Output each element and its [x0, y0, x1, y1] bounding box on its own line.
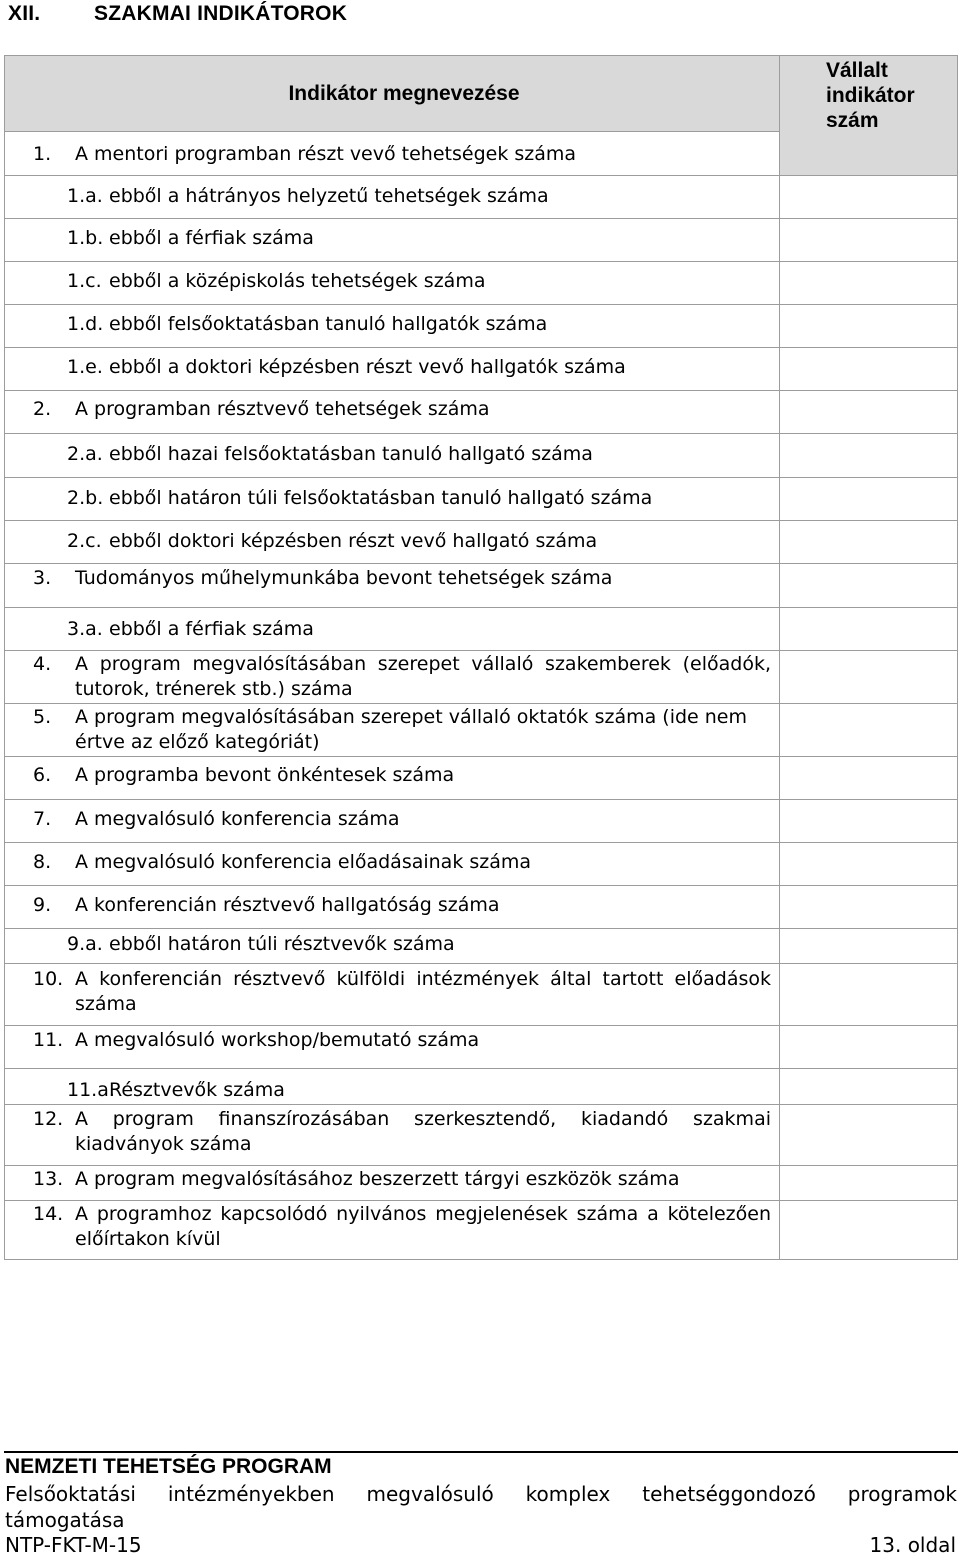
- table-row: [5, 843, 958, 886]
- indicator-name-cell: [5, 219, 780, 262]
- indicator-number: 13.: [33, 1168, 64, 1190]
- table-row: [5, 1166, 958, 1201]
- indicator-number: 12.: [33, 1108, 64, 1130]
- header-indicator-name: Indikátor megnevezése: [5, 56, 780, 132]
- indicator-name-cell: [5, 132, 780, 176]
- indicator-name-cell: [5, 564, 780, 608]
- section-number: XII.: [8, 2, 41, 25]
- indicator-number: 1.d.: [67, 313, 104, 335]
- indicator-name-cell: [5, 843, 780, 886]
- indicator-name-cell: [5, 1201, 780, 1260]
- table-row: [5, 757, 958, 800]
- indicator-number: 3.a.: [67, 618, 103, 640]
- indicator-name-cell: [5, 1166, 780, 1201]
- indicator-text: A program finanszírozásában szerkesztendő, kiadandó szakmai kiadványok száma: [75, 1108, 771, 1155]
- indicator-text: A megvalósuló workshop/bemutató száma: [75, 1029, 480, 1051]
- indicator-text: ebből felsőoktatásban tanuló hallgatók száma: [109, 313, 548, 335]
- table-row: [5, 521, 958, 564]
- indicator-name-cell: [5, 651, 780, 704]
- indicator-name-cell: [5, 391, 780, 434]
- section-title: SZAKMAI INDIKÁTOROK: [94, 2, 348, 25]
- indicator-name-cell: [5, 1105, 780, 1166]
- indicator-text: ebből a középiskolás tehetségek száma: [109, 270, 486, 292]
- indicator-number: 4.: [33, 653, 52, 675]
- indicator-number: 7.: [33, 808, 52, 830]
- indicator-number: 1.b.: [67, 227, 104, 249]
- indicator-name-cell: [5, 800, 780, 843]
- table-row: [5, 1026, 958, 1069]
- committed-value-cell[interactable]: [780, 757, 958, 800]
- indicator-name-cell: [5, 305, 780, 348]
- indicator-text: ebből a férfiak száma: [109, 618, 314, 640]
- indicator-item: [5, 442, 771, 467]
- indicator-text: A program megvalósításához beszerzett tárgyi eszközök száma: [75, 1168, 680, 1190]
- footer-page-number: 13. oldal: [869, 1533, 956, 1557]
- indicator-name-cell: [5, 176, 780, 219]
- indicator-text: ebből határon túli résztvevők száma: [109, 933, 455, 955]
- indicator-item: [5, 893, 771, 918]
- indicator-name-cell: [5, 964, 780, 1026]
- footer-program-title: NEMZETI TEHETSÉG PROGRAM: [5, 1455, 332, 1478]
- indicator-text: A programhoz kapcsolódó nyilvános megjelenések száma a kötelezően előírtakon kívül: [75, 1203, 771, 1250]
- committed-value-cell[interactable]: [780, 704, 958, 757]
- indicator-text: A megvalósuló konferencia száma: [75, 808, 400, 830]
- committed-value-cell[interactable]: [780, 1026, 958, 1069]
- table-row: [5, 800, 958, 843]
- indicator-name-cell: [5, 262, 780, 305]
- indicator-number: 9.: [33, 894, 52, 916]
- table-row: [5, 176, 958, 219]
- committed-value-cell[interactable]: [780, 391, 958, 434]
- indicator-name-cell: [5, 929, 780, 964]
- committed-value-cell[interactable]: [780, 1201, 958, 1260]
- indicator-text: A mentori programban részt vevő tehetségek száma: [75, 143, 577, 165]
- committed-value-cell[interactable]: [780, 176, 958, 219]
- indicator-text: A konferencián résztvevő külföldi intézmények által tartott előadások száma: [75, 968, 771, 1015]
- indicator-name-cell: [5, 757, 780, 800]
- table-row: [5, 651, 958, 704]
- indicator-item: [5, 705, 771, 755]
- table-row: [5, 608, 958, 651]
- indicator-item: [5, 763, 771, 788]
- indicator-number: 1.c.: [67, 270, 102, 292]
- indicator-text: ebből a hátrányos helyzetű tehetségek száma: [109, 185, 549, 207]
- indicator-text: A programban résztvevő tehetségek száma: [75, 398, 490, 420]
- committed-value-cell[interactable]: [780, 1166, 958, 1201]
- indicator-text: ebből hazai felsőoktatásban tanuló hallgató száma: [109, 443, 593, 465]
- indicator-item: [5, 967, 771, 1017]
- footer-description: Felsőoktatási intézményekben megvalósuló komplex tehetséggondozó programok: [5, 1482, 957, 1506]
- indicator-item: [5, 312, 771, 337]
- indicator-table: [4, 55, 958, 1260]
- indicator-name-cell: [5, 348, 780, 391]
- table-row: [5, 391, 958, 434]
- indicator-item: [5, 486, 771, 511]
- table-row: [5, 1069, 958, 1105]
- table-header-row: [5, 56, 958, 132]
- committed-value-cell[interactable]: [780, 608, 958, 651]
- indicator-text: A programba bevont önkéntesek száma: [75, 764, 455, 786]
- indicator-item: [5, 1078, 771, 1103]
- indicator-text: Résztvevők száma: [109, 1079, 285, 1101]
- committed-value-cell[interactable]: [780, 1105, 958, 1166]
- indicator-item: [5, 617, 771, 642]
- indicator-name-cell: [5, 886, 780, 929]
- table-row: [5, 704, 958, 757]
- indicator-number: 2.c.: [67, 530, 102, 552]
- table-row: [5, 219, 958, 262]
- committed-value-cell[interactable]: [780, 1069, 958, 1105]
- committed-value-cell[interactable]: [780, 434, 958, 478]
- indicator-text: ebből a doktori képzésben részt vevő hallgatók száma: [109, 356, 626, 378]
- indicator-name-cell: [5, 1026, 780, 1069]
- table-row: [5, 348, 958, 391]
- indicator-text: A program megvalósításában szerepet vállaló szakemberek (előadók, tutorok, trénerek stb.) száma: [75, 653, 771, 700]
- indicator-name-cell: [5, 521, 780, 564]
- header-value-line: indikátor: [826, 84, 915, 107]
- indicator-item: [5, 397, 771, 422]
- footer-code: NTP-FKT-M-15: [5, 1533, 142, 1557]
- indicator-text: ebből határon túli felsőoktatásban tanuló hallgató száma: [109, 487, 653, 509]
- indicator-number: 14.: [33, 1203, 64, 1225]
- indicator-item: [5, 355, 771, 380]
- indicator-item: [5, 142, 771, 167]
- indicator-number: 2.b.: [67, 487, 104, 509]
- table-row: [5, 262, 958, 305]
- table-row: [5, 305, 958, 348]
- indicator-number: 10.: [33, 968, 64, 990]
- indicator-number: 3.: [33, 567, 52, 589]
- indicator-item: [5, 807, 771, 832]
- committed-value-cell[interactable]: [780, 348, 958, 391]
- indicator-number: 2.: [33, 398, 52, 420]
- indicator-text: Tudományos műhelymunkába bevont tehetségek száma: [75, 567, 613, 589]
- committed-value-cell[interactable]: [780, 219, 958, 262]
- indicator-text: ebből doktori képzésben részt vevő hallgató száma: [109, 530, 598, 552]
- table-row: [5, 964, 958, 1026]
- header-value-line: szám: [826, 109, 879, 132]
- indicator-number: 8.: [33, 851, 52, 873]
- indicator-item: [5, 652, 771, 702]
- committed-value-cell[interactable]: [780, 521, 958, 564]
- committed-value-cell[interactable]: [780, 800, 958, 843]
- indicator-item: [5, 269, 771, 294]
- indicator-item: [5, 184, 771, 209]
- indicator-item: [5, 1202, 771, 1252]
- header-committed-value: [780, 56, 958, 176]
- indicator-text: A konferencián résztvevő hallgatóság száma: [75, 894, 500, 916]
- indicator-number: 5.: [33, 706, 52, 728]
- table-row: [5, 434, 958, 478]
- indicator-item: [5, 1167, 771, 1192]
- indicator-name-cell: [5, 704, 780, 757]
- indicator-name-cell: [5, 608, 780, 651]
- indicator-number: 1.: [33, 143, 52, 165]
- committed-value-cell[interactable]: [780, 843, 958, 886]
- section-heading: [8, 2, 347, 26]
- indicator-name-cell: [5, 1069, 780, 1105]
- indicator-number: 9.a.: [67, 933, 103, 955]
- indicator-number: 6.: [33, 764, 52, 786]
- indicator-text: A program megvalósításában szerepet vállaló oktatók száma (ide nem értve az előző kategóriát): [75, 706, 748, 753]
- indicator-number: 11.a.: [67, 1079, 115, 1101]
- committed-value-cell[interactable]: [780, 564, 958, 608]
- committed-value-cell[interactable]: [780, 964, 958, 1026]
- committed-value-cell[interactable]: [780, 929, 958, 964]
- footer-divider: [4, 1451, 958, 1453]
- indicator-number: 11.: [33, 1029, 64, 1051]
- indicator-item: [5, 932, 771, 957]
- table-row: [5, 929, 958, 964]
- indicator-item: [5, 529, 771, 554]
- committed-value-cell[interactable]: [780, 262, 958, 305]
- indicator-item: [5, 1107, 771, 1157]
- indicator-number: 1.a.: [67, 185, 103, 207]
- table-row: [5, 886, 958, 929]
- indicator-item: [5, 1028, 771, 1053]
- committed-value-cell[interactable]: [780, 305, 958, 348]
- table-row: [5, 564, 958, 608]
- committed-value-cell[interactable]: [780, 651, 958, 704]
- indicator-number: 2.a.: [67, 443, 103, 465]
- committed-value-cell[interactable]: [780, 886, 958, 929]
- table-row: [5, 1201, 958, 1260]
- indicator-item: [5, 226, 771, 251]
- indicator-item: [5, 566, 771, 591]
- indicator-number: 1.e.: [67, 356, 103, 378]
- header-value-line: Vállalt: [826, 59, 888, 82]
- table-row: [5, 1105, 958, 1166]
- indicator-name-cell: [5, 434, 780, 478]
- committed-value-cell[interactable]: [780, 478, 958, 521]
- footer-description-cont: támogatása: [5, 1508, 125, 1532]
- indicator-name-cell: [5, 478, 780, 521]
- table-row: [5, 478, 958, 521]
- indicator-item: [5, 850, 771, 875]
- indicator-text: A megvalósuló konferencia előadásainak száma: [75, 851, 532, 873]
- indicator-text: ebből a férfiak száma: [109, 227, 314, 249]
